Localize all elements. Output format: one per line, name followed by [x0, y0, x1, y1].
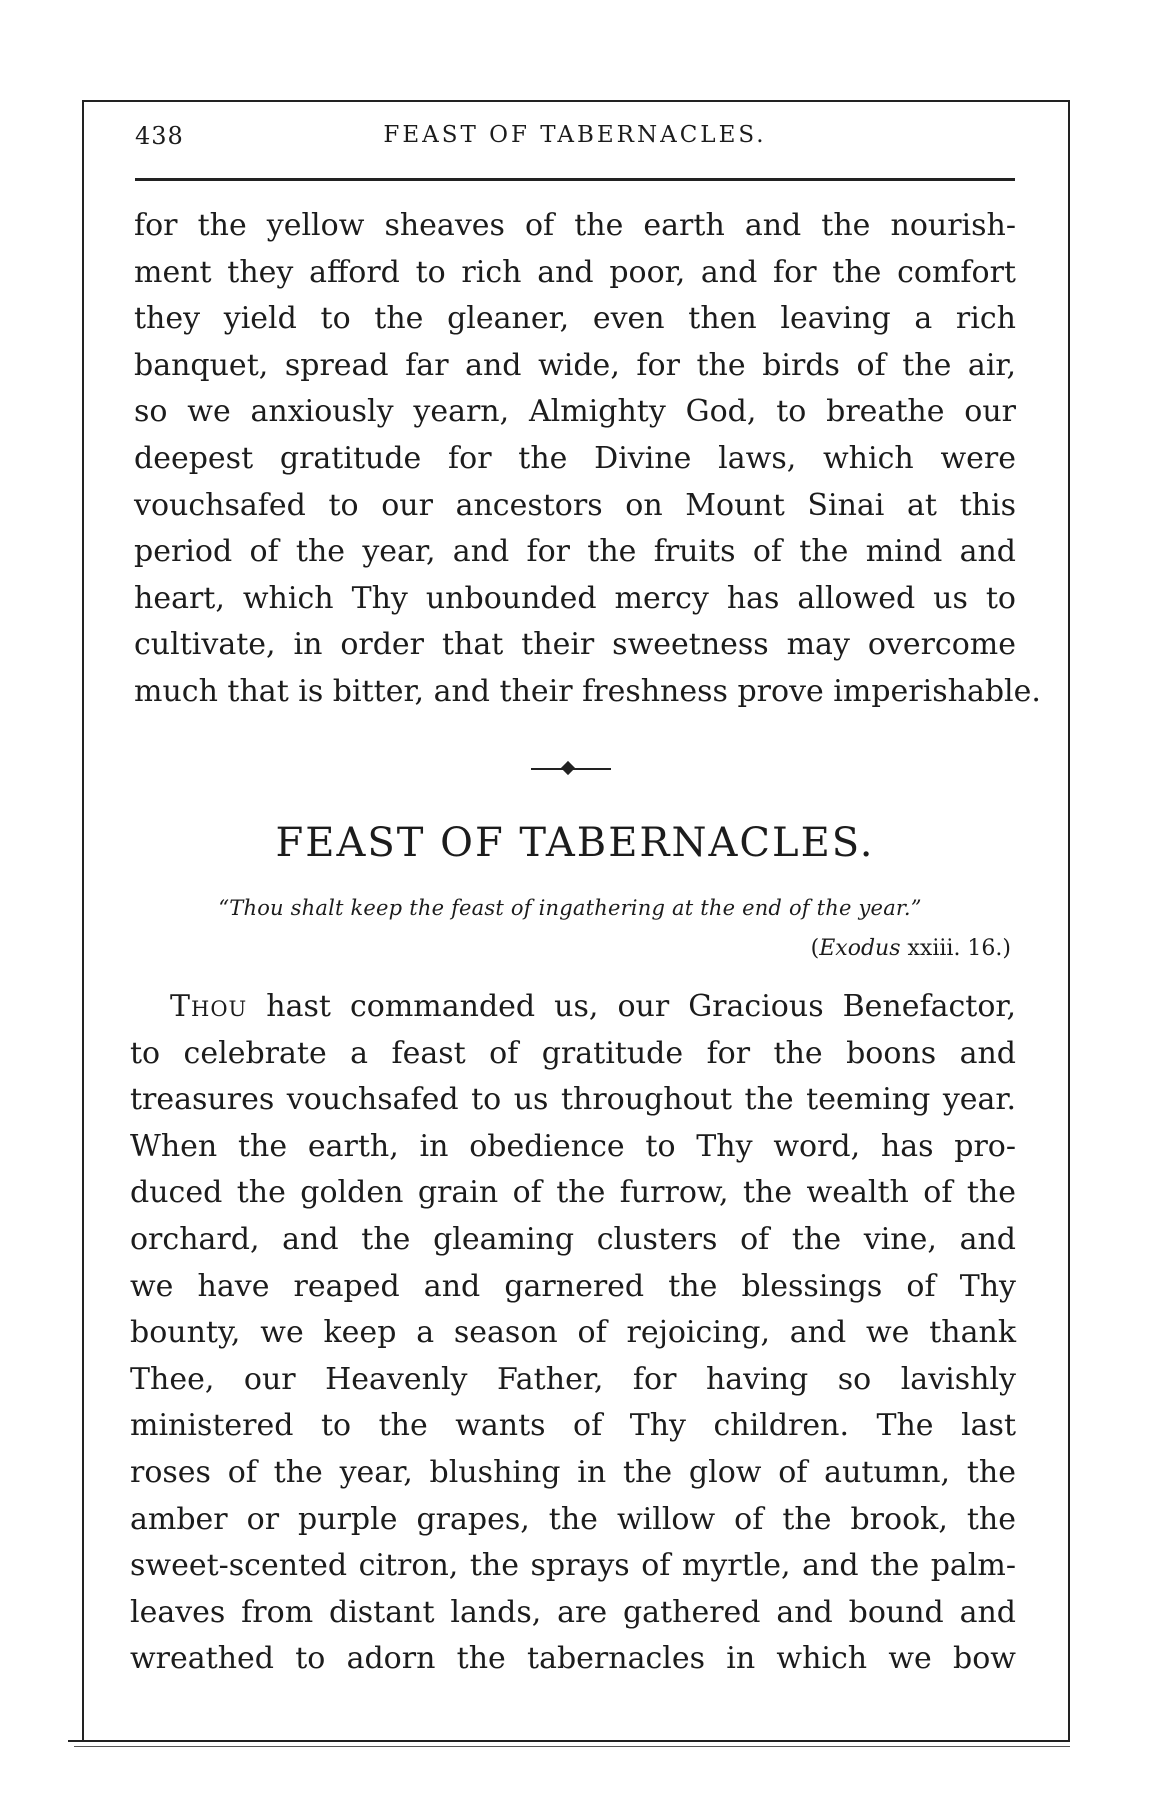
text-line: Thee, our Heavenly Father, for having so lavishly	[130, 1361, 1016, 1397]
page-frame-top	[82, 100, 1070, 102]
citation-book: Exodus	[819, 936, 901, 961]
text-line: period of the year, and for the fruits of the mind and	[134, 534, 1016, 570]
ornament-diamond-icon	[561, 761, 575, 775]
text-line: heart, which Thy unbounded mercy has allowed us to	[134, 580, 1016, 616]
text-line: they yield to the gleaner, even then leaving a rich	[134, 301, 1016, 337]
drop-word: Thou	[170, 989, 248, 1024]
first-line-text: hast commanded us, our Gracious Benefactor,	[247, 989, 1016, 1024]
text-line: leaves from distant lands, are gathered and bound and	[130, 1594, 1016, 1630]
text-line: so we anxiously yearn, Almighty God, to breathe our	[134, 394, 1016, 430]
epigraph-citation	[811, 936, 1011, 961]
text-line: roses of the year, blushing in the glow of autumn, the	[130, 1454, 1016, 1490]
text-line-first	[130, 984, 1016, 1031]
text-line: deepest gratitude for the Divine laws, which were	[134, 440, 1016, 476]
section-heading: FEAST OF TABERNACLES.	[275, 820, 875, 866]
header-rule	[135, 178, 1015, 181]
text-line: cultivate, in order that their sweetness may overcome	[134, 627, 1016, 663]
prayer-paragraph	[130, 984, 1016, 1683]
page-frame-bottom	[68, 1740, 1070, 1742]
text-line: orchard, and the gleaming clusters of the vine, and	[130, 1221, 1016, 1257]
text-line: for the yellow sheaves of the earth and the nourish-	[134, 208, 1016, 243]
page-frame-left	[82, 100, 84, 1742]
page-frame-bottom-inner	[74, 1746, 1070, 1747]
text-line: bounty, we keep a season of rejoicing, and we thank	[130, 1315, 1016, 1351]
text-line: treasures vouchsafed to us throughout the teeming year.	[130, 1082, 1016, 1118]
text-line: we have reaped and garnered the blessings of Thy	[130, 1268, 1016, 1304]
running-title: FEAST OF TABERNACLES.	[383, 122, 767, 148]
page-number: 438	[135, 122, 184, 150]
text-line: ment they afford to rich and poor, and for the comfort	[134, 254, 1016, 290]
paragraph-continued	[134, 203, 1041, 716]
text-line: When the earth, in obedience to Thy word, has pro-	[130, 1128, 1016, 1164]
text-line: amber or purple grapes, the willow of the brook, the	[130, 1501, 1016, 1537]
page-header	[135, 122, 1015, 156]
text-line: vouchsafed to our ancestors on Mount Sinai at this	[134, 487, 1016, 523]
text-line: to celebrate a feast of gratitude for the boons and	[130, 1035, 1016, 1071]
text-line: banquet, spread far and wide, for the birds of the air,	[134, 347, 1016, 383]
epigraph: “Thou shalt keep the feast of ingathering at the end of the year.”	[218, 896, 922, 920]
text-line: ministered to the wants of Thy children. The last	[130, 1408, 1016, 1444]
text-line: sweet-scented citron, the sprays of myrtle, and the palm-	[130, 1548, 1016, 1584]
citation-open: (	[810, 936, 820, 961]
citation-ref: xxiii. 16.)	[907, 936, 1011, 961]
text-line: duced the golden grain of the furrow, the wealth of the	[130, 1175, 1016, 1211]
text-line: much that is bitter, and their freshness prove imperishable.	[134, 673, 1041, 709]
page-frame-right	[1068, 100, 1070, 1742]
section-divider-ornament	[531, 762, 611, 776]
text-line: wreathed to adorn the tabernacles in which we bow	[130, 1641, 1016, 1677]
